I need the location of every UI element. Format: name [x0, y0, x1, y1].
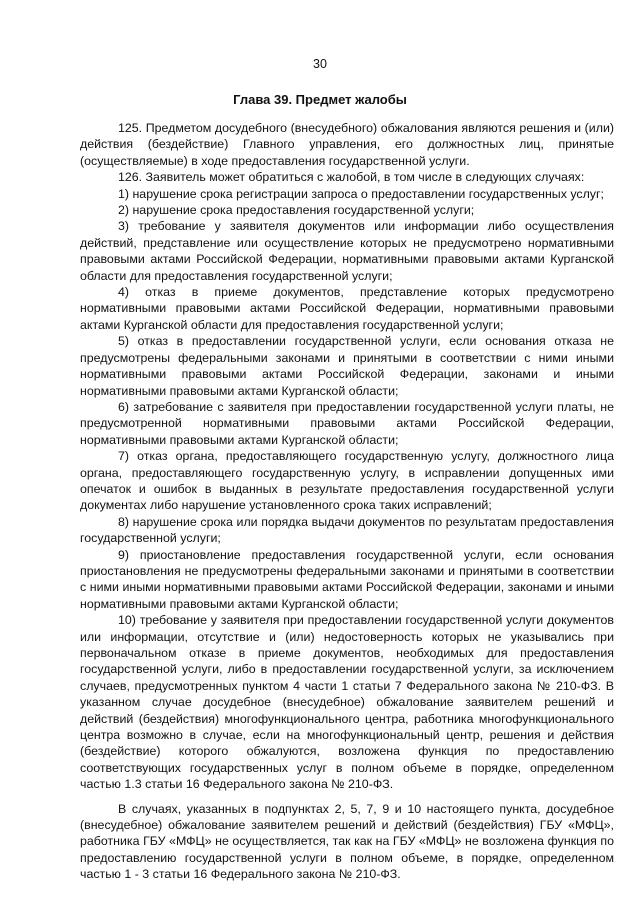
- paragraph-125: 125. Предметом досудебного (внесудебного) обжалования являются решения и (или) действия (бездействие) Главного управления, его должностных лиц, принятые (осуществляемые) в ходе предоставления государственной услуги.: [80, 121, 614, 168]
- paragraph-126: 126. Заявитель может обратиться с жалобой, в том числе в следующих случаях:: [118, 170, 585, 185]
- list-item-4: 4) отказ в приеме документов, представление которых предусмотрено нормативными правовыми актами Российской Федерации, нормативными правовыми актами Курганской области для предоставления государственной услуги;: [80, 285, 614, 332]
- list-item-10: 10) требование у заявителя при предоставлении государственной услуги документов или информации, отсутствие и (или) недостоверность которых не указывались при первоначальном отказе в приеме документов, необходимых для предоставления государственной услуги, либо в предоставлении государственной услуги, за исключением случаев, предусмотренных пунктом 4 части 1 статьи 7 Федерального закона № 210-ФЗ. В указанном случае досудебное (внесудебное) обжалование заявителем решений и действий (бездействия) многофункционального центра, работника многофункционального центра возможно в случае, если на многофункциональный центр, решения и действия (бездействие) которого обжалуются, возложена функция по предоставлению соответствующих государственных услуг в полном объеме в порядке, определенном частью 1.3 статьи 16 Федерального закона № 210-ФЗ.: [80, 613, 614, 792]
- chapter-title: Глава 39. Предмет жалобы: [233, 92, 407, 107]
- list-item-5: 5) отказ в предоставлении государственной услуги, если основания отказа не предусмотрены федеральными законами и принятыми в соответствии с ними иными нормативными правовыми актами Российской Федерации, законами и иными нормативными правовыми актами Курганской области;: [80, 334, 614, 398]
- list-item-8: 8) нарушение срока или порядка выдачи документов по результатам предоставления государственной услуги;: [80, 514, 614, 546]
- list-item-2: 2) нарушение срока предоставления государственной услуги;: [118, 203, 475, 218]
- list-item-3: 3) требование у заявителя документов или информации либо осуществления действий, представление или осуществление которых не предусмотрено нормативными правовыми актами Российской Федерации, нормативными правовыми актами Курганской области для предоставления государственной услуги;: [80, 219, 614, 283]
- list-item-6: 6) затребование с заявителя при предоставлении государственной услуги платы, не предусмотренной нормативными правовыми актами Российской Федерации, нормативными правовыми актами Курганской области;: [80, 399, 614, 447]
- list-item-7: 7) отказ органа, предоставляющего государственную услугу, должностного лица органа, предоставляющего государственную услугу, в исправлении допущенных ими опечаток и ошибок в выданных в результате предоставления государственной услуги документах либо нарушение установленного срока таких исправлений;: [80, 449, 614, 513]
- final-paragraph: В случаях, указанных в подпунктах 2, 5, 7, 9 и 10 настоящего пункта, досудебное (внесудебное) обжалование заявителем решений и действий (бездействия) ГБУ «МФЦ», работника ГБУ «МФЦ» не осуществляется, так как на ГБУ «МФЦ» не возложена функция по предоставлению государственной услуги в полном объеме, в порядке, определенном частью 1 - 3 статьи 16 Федерального закона № 210-ФЗ.: [80, 801, 614, 882]
- page-number: 30: [313, 57, 327, 71]
- document-body: [80, 120, 614, 883]
- list-item-1: 1) нарушение срока регистрации запроса о предоставлении государственных услуг;: [118, 186, 604, 201]
- list-item-9: 9) приостановление предоставления государственной услуги, если основания приостановления не предусмотрены федеральными законами и принятыми в соответствии с ними иными нормативными правовыми актами Российской Федерации, законами и иными нормативными правовыми актами Курганской области;: [80, 547, 614, 611]
